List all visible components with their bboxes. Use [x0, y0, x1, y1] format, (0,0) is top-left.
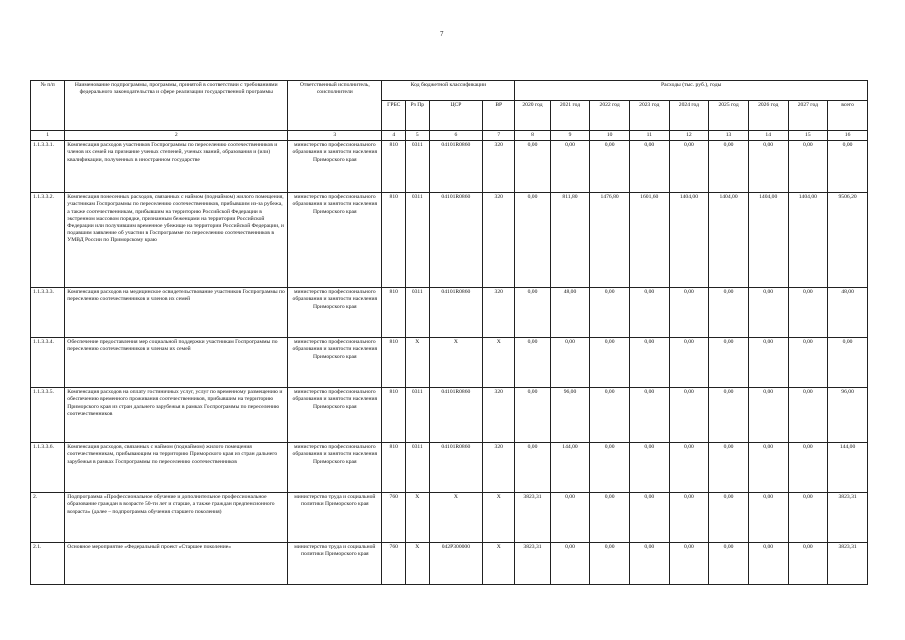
- row-year-value: 0,00: [590, 543, 630, 585]
- header-expenses: Расходы (тыс. руб.), годы: [515, 81, 868, 101]
- row-vr: X: [483, 338, 515, 388]
- column-index-row: [31, 131, 868, 141]
- row-year-value: 0,00: [515, 141, 550, 193]
- row-year-value: 0,00: [669, 141, 709, 193]
- row-grbs: 810: [382, 288, 406, 338]
- row-number: 1.1.3.3.6.: [31, 443, 65, 493]
- row-year-value: 0,00: [669, 288, 709, 338]
- row-name: Компенсация расходов на медицинское освидетельствование участников Госпрограммы по переселению соотечественников и членов их семей: [65, 288, 288, 338]
- row-year-value: 0,00: [748, 288, 788, 338]
- row-rzpr: 0311: [406, 388, 430, 443]
- row-responsible: министерство труда и социальной политики Приморского края: [288, 543, 382, 585]
- row-responsible: министерство профессионального образования и занятости населения Приморского края: [288, 288, 382, 338]
- row-vr: 320: [483, 388, 515, 443]
- row-year-value: 1404,00: [748, 193, 788, 288]
- column-index: 9: [550, 131, 590, 141]
- row-number: 1.1.3.3.1.: [31, 141, 65, 193]
- header-name: Наименование подпрограммы, программы, принятой в соответствии с требованиями федерального законодательства и сфере реализации государственной программы: [65, 81, 288, 131]
- column-index: 16: [828, 131, 868, 141]
- table-row: [31, 443, 868, 493]
- row-year-value: 811,80: [550, 193, 590, 288]
- row-total: 3823,31: [828, 543, 868, 585]
- row-responsible: министерство профессионального образования и занятости населения Приморского края: [288, 193, 382, 288]
- row-number: 2.: [31, 493, 65, 543]
- row-number: 1.1.3.3.2.: [31, 193, 65, 288]
- row-year-value: 0,00: [515, 443, 550, 493]
- row-year-value: 48,00: [550, 288, 590, 338]
- header-year: 2022 год: [590, 101, 630, 131]
- table-row: [31, 543, 868, 585]
- row-year-value: 0,00: [590, 141, 630, 193]
- row-year-value: 0,00: [788, 493, 828, 543]
- header-vr: ВР: [483, 101, 515, 131]
- header-csr: ЦСР: [429, 101, 483, 131]
- column-index: 1: [31, 131, 65, 141]
- row-year-value: 0,00: [788, 288, 828, 338]
- column-index: 7: [483, 131, 515, 141]
- row-year-value: 0,00: [709, 443, 749, 493]
- row-total: 96,00: [828, 388, 868, 443]
- header-year: 2020 год: [515, 101, 550, 131]
- row-year-value: 0,00: [550, 141, 590, 193]
- row-year-value: 0,00: [590, 288, 630, 338]
- row-csr: X: [429, 338, 483, 388]
- row-grbs: 810: [382, 443, 406, 493]
- row-rzpr: X: [406, 338, 430, 388]
- row-year-value: 0,00: [629, 338, 669, 388]
- row-year-value: 0,00: [515, 193, 550, 288]
- row-year-value: 0,00: [629, 543, 669, 585]
- row-csr: 04101R0860: [429, 193, 483, 288]
- row-year-value: 144,00: [550, 443, 590, 493]
- row-grbs: 810: [382, 388, 406, 443]
- row-name: Компенсация расходов, связанных с наймом (поднаймом) жилого помещения соотечественникам, прибывающим на территорию Приморского края из стран дальнего зарубежья в рамках Госпрограммы по переселению соотечественников: [65, 443, 288, 493]
- row-year-value: 0,00: [629, 443, 669, 493]
- header-total: всего: [828, 101, 868, 131]
- column-index: 4: [382, 131, 406, 141]
- row-year-value: 0,00: [748, 543, 788, 585]
- row-year-value: 0,00: [788, 543, 828, 585]
- row-year-value: 0,00: [748, 493, 788, 543]
- row-number: 1.1.3.3.4.: [31, 338, 65, 388]
- row-total: 3823,31: [828, 493, 868, 543]
- header-year: 2026 год: [748, 101, 788, 131]
- row-name: Обеспечение предоставления мер социальной поддержки участникам Госпрограммы по переселению соотечественников и членам их семей: [65, 338, 288, 388]
- table-row: [31, 493, 868, 543]
- row-responsible: министерство профессионального образования и занятости населения Приморского края: [288, 443, 382, 493]
- row-year-value: 1404,00: [788, 193, 828, 288]
- row-year-value: 0,00: [788, 141, 828, 193]
- column-index: 14: [748, 131, 788, 141]
- column-index: 11: [629, 131, 669, 141]
- row-year-value: 0,00: [748, 338, 788, 388]
- row-year-value: 3823,31: [515, 493, 550, 543]
- row-name: Компенсация расходов участников Госпрограммы по переселению соотечественников и членов их семей на признание ученых степеней, ученых званий, образования и (или) квалификации, полученных в иностранном государстве: [65, 141, 288, 193]
- column-index: 13: [709, 131, 749, 141]
- row-number: 2.1.: [31, 543, 65, 585]
- row-year-value: 0,00: [748, 388, 788, 443]
- row-year-value: 0,00: [629, 288, 669, 338]
- row-year-value: 0,00: [669, 338, 709, 388]
- row-year-value: 0,00: [669, 388, 709, 443]
- header-num: № п/п: [31, 81, 65, 131]
- row-rzpr: 0311: [406, 288, 430, 338]
- row-grbs: 760: [382, 543, 406, 585]
- row-year-value: 1404,00: [709, 193, 749, 288]
- page-number: 7: [440, 30, 444, 38]
- row-csr: 04101R0860: [429, 288, 483, 338]
- row-total: 0,00: [828, 141, 868, 193]
- row-year-value: 0,00: [550, 543, 590, 585]
- row-grbs: 810: [382, 141, 406, 193]
- column-index: 8: [515, 131, 550, 141]
- row-year-value: 0,00: [709, 493, 749, 543]
- row-year-value: 0,00: [788, 443, 828, 493]
- row-csr: 04101R0860: [429, 388, 483, 443]
- row-vr: 320: [483, 193, 515, 288]
- row-year-value: 1601,60: [629, 193, 669, 288]
- row-total: 48,00: [828, 288, 868, 338]
- column-index: 6: [429, 131, 483, 141]
- header-responsible: Ответственный исполнитель, соисполнители: [288, 81, 382, 131]
- row-year-value: 0,00: [669, 443, 709, 493]
- row-csr: X: [429, 493, 483, 543]
- row-year-value: 0,00: [590, 443, 630, 493]
- row-rzpr: 0311: [406, 193, 430, 288]
- column-index: 12: [669, 131, 709, 141]
- row-vr: X: [483, 543, 515, 585]
- row-vr: X: [483, 493, 515, 543]
- row-grbs: 810: [382, 338, 406, 388]
- header-year: 2025 год: [709, 101, 749, 131]
- row-responsible: министерство труда и социальной политики Приморского края: [288, 493, 382, 543]
- row-rzpr: 0311: [406, 141, 430, 193]
- row-number: 1.1.3.3.3.: [31, 288, 65, 338]
- row-number: 1.1.3.3.5.: [31, 388, 65, 443]
- row-name: Подпрограмма «Профессиональное обучение и дополнительное профессиональное образование граждан в возрасте 50-ти лет и старше, а также граждан предпенсионного возраста» (далее – подпрограмма обучения старшего поколения): [65, 493, 288, 543]
- row-year-value: 0,00: [515, 338, 550, 388]
- row-year-value: 0,00: [788, 338, 828, 388]
- column-index: 3: [288, 131, 382, 141]
- row-year-value: 0,00: [709, 388, 749, 443]
- row-year-value: 0,00: [669, 493, 709, 543]
- header-rzpr: Рз Пр: [406, 101, 430, 131]
- row-year-value: 1476,80: [590, 193, 630, 288]
- row-year-value: 3823,31: [515, 543, 550, 585]
- header-budget-code: Код бюджетной классификации: [382, 81, 515, 101]
- row-year-value: 0,00: [709, 288, 749, 338]
- row-rzpr: X: [406, 493, 430, 543]
- row-responsible: министерство профессионального образования и занятости населения Приморского края: [288, 388, 382, 443]
- row-total: 9506,20: [828, 193, 868, 288]
- row-name: Основное мероприятие «Федеральный проект «Старшее поколение»: [65, 543, 288, 585]
- row-year-value: 0,00: [515, 288, 550, 338]
- row-csr: 042P300000: [429, 543, 483, 585]
- row-year-value: 0,00: [669, 543, 709, 585]
- header-year: 2021 год: [550, 101, 590, 131]
- row-year-value: 0,00: [590, 493, 630, 543]
- row-grbs: 810: [382, 193, 406, 288]
- header-year: 2024 год: [669, 101, 709, 131]
- row-rzpr: X: [406, 543, 430, 585]
- row-year-value: 0,00: [629, 388, 669, 443]
- header-year: 2027 год: [788, 101, 828, 131]
- row-year-value: 0,00: [748, 443, 788, 493]
- header-year: 2023 год: [629, 101, 669, 131]
- table-row: [31, 288, 868, 338]
- row-year-value: 0,00: [709, 543, 749, 585]
- row-total: 144,00: [828, 443, 868, 493]
- row-vr: 320: [483, 443, 515, 493]
- row-total: 0,00: [828, 338, 868, 388]
- column-index: 5: [406, 131, 430, 141]
- row-csr: 04101R0860: [429, 141, 483, 193]
- column-index: 2: [65, 131, 288, 141]
- row-year-value: 0,00: [629, 493, 669, 543]
- header-grbs: ГРБС: [382, 101, 406, 131]
- row-csr: 04101R0860: [429, 443, 483, 493]
- column-index: 10: [590, 131, 630, 141]
- row-vr: 320: [483, 288, 515, 338]
- row-name: Компенсация расходов на оплату гостиничных услуг, услуг по временному размещению и обеспечению временного проживания соотечественников, прибывшим на территорию Приморского края из стран дальнего зарубежья в рамках Госпрограммы по переселению соотечественников: [65, 388, 288, 443]
- row-year-value: 0,00: [590, 338, 630, 388]
- row-rzpr: 0311: [406, 443, 430, 493]
- row-responsible: министерство профессионального образования и занятости населения Приморского края: [288, 338, 382, 388]
- row-year-value: 96,00: [550, 388, 590, 443]
- column-index: 15: [788, 131, 828, 141]
- row-year-value: 0,00: [590, 388, 630, 443]
- row-year-value: 0,00: [709, 141, 749, 193]
- row-name: Компенсация понесенных расходов, связанных с наймом (поднаймом) жилого помещения, участникам Госпрограммы по переселению соотечественников, прибывшим из-за рубежа, а также соотечественникам, прибывшим на территорию Российской Федерации в экстренном массовом порядке, признанным беженцами на территории Российской Федерации или получившим временное убежище на территории Российской Федерации, и подавшим заявление об участии в Госпрограмме по переселению соотечественников в УМВД России по Приморскому краю: [65, 193, 288, 288]
- row-year-value: 0,00: [788, 388, 828, 443]
- row-year-value: 0,00: [629, 141, 669, 193]
- row-grbs: 760: [382, 493, 406, 543]
- table-row: [31, 388, 868, 443]
- table-row: [31, 338, 868, 388]
- row-vr: 320: [483, 141, 515, 193]
- budget-table: [30, 80, 868, 585]
- table-row: [31, 193, 868, 288]
- table-row: [31, 141, 868, 193]
- row-year-value: 0,00: [515, 388, 550, 443]
- row-year-value: 0,00: [550, 338, 590, 388]
- row-year-value: 0,00: [709, 338, 749, 388]
- row-year-value: 0,00: [748, 141, 788, 193]
- row-responsible: министерство профессионального образования и занятости населения Приморского края: [288, 141, 382, 193]
- row-year-value: 0,00: [550, 493, 590, 543]
- row-year-value: 1404,00: [669, 193, 709, 288]
